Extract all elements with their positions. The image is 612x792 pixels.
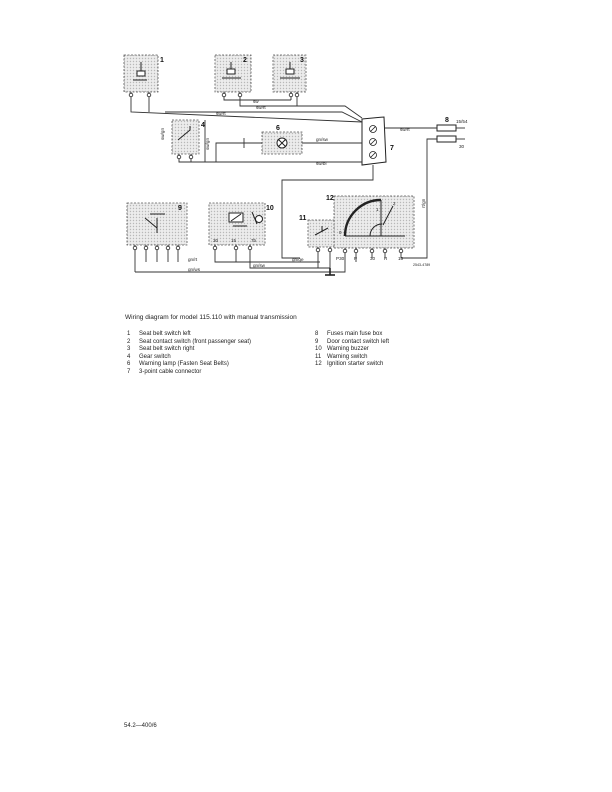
- legend-item: [315, 346, 389, 354]
- legend-num: 12: [315, 361, 322, 368]
- wire-label-sw-gn-mid: sw/gn: [205, 137, 210, 150]
- wire-label-sw-bl: sw/bl: [316, 161, 327, 166]
- label-component-10: 10: [266, 205, 274, 212]
- terminal-12-1: 1: [376, 207, 379, 212]
- wire-label-gn-ge: gn/ge: [292, 257, 304, 262]
- legend-text: Ignition starter switch: [327, 361, 384, 368]
- label-component-3: 3: [300, 57, 304, 64]
- legend-text: Seat belt switch left: [139, 331, 191, 337]
- legend-item: [127, 339, 251, 347]
- diagram-caption: Wiring diagram for model 115.110 with manual transmission: [125, 314, 297, 321]
- page-number: 54.2—400/6: [124, 723, 157, 729]
- terminal-12-r: R: [384, 256, 388, 261]
- legend-text: Warning buzzer: [327, 346, 369, 353]
- legend-text: Seat contact switch (front passenger seat): [139, 338, 252, 345]
- legend-item: [315, 339, 389, 347]
- wire-label-gn-sw: gn/sw: [316, 137, 329, 142]
- label-component-4: 4: [201, 122, 205, 129]
- legend-num: 7: [127, 368, 131, 375]
- fuse-label-top: 15/54: [456, 119, 468, 124]
- terminal-12-p30: P30: [336, 256, 345, 261]
- wire-label-sw-rt-mid: sw/rt: [216, 111, 226, 116]
- label-component-11: 11: [299, 215, 307, 222]
- ground-symbol: [325, 268, 335, 275]
- legend-text: Warning lamp (Fasten Seat Belts): [139, 361, 229, 368]
- terminal-12-30: 30: [370, 256, 376, 261]
- legend-item: [127, 346, 251, 354]
- label-component-7: 7: [390, 145, 394, 152]
- wire-label-sw-gn-left: sw/gn: [160, 127, 165, 140]
- label-component-8: 8: [445, 117, 449, 124]
- legend-text: Seat belt switch right: [139, 346, 195, 353]
- legend-right: [315, 331, 389, 369]
- legend-item: [315, 354, 389, 362]
- terminal-10-15: 15: [231, 238, 237, 243]
- legend-item: [315, 331, 389, 339]
- legend-num: 2: [127, 338, 131, 345]
- legend-num: 4: [127, 353, 131, 360]
- legend-text: Warning switch: [327, 353, 368, 360]
- legend-text: Fuses main fuse box: [327, 331, 383, 337]
- legend-text: Gear switch: [139, 353, 171, 360]
- label-component-6: 6: [276, 125, 280, 132]
- terminal-12-0: 0: [339, 230, 342, 235]
- terminal-10-30: 30: [213, 238, 219, 243]
- legend-item: [127, 369, 251, 377]
- wire-label-gn-ws: gn/ws: [188, 267, 201, 272]
- label-component-1: 1: [160, 57, 164, 64]
- wire-label-gn-sw-bottom: gn/sw: [253, 263, 266, 268]
- legend-num: 9: [315, 338, 319, 345]
- legend-text: Door contact switch left: [327, 338, 390, 345]
- fuse-label-bottom: 30: [459, 144, 465, 149]
- legend-num: 1: [127, 331, 131, 337]
- legend-num: 8: [315, 331, 319, 337]
- legend-num: 10: [315, 346, 322, 353]
- terminal-12-15: 15: [398, 256, 404, 261]
- label-component-2: 2: [243, 57, 247, 64]
- legend-item: [127, 361, 251, 369]
- legend-num: 11: [315, 353, 322, 360]
- terminal-12-2: 2: [393, 201, 396, 206]
- legend-item: [127, 331, 251, 339]
- label-component-12: 12: [326, 195, 334, 202]
- label-component-9: 9: [178, 205, 182, 212]
- wire-label-gn-rt: gn/rt: [188, 257, 198, 262]
- legend-item: [127, 354, 251, 362]
- wire-label-sw-rt-right: sw/rt: [400, 127, 410, 132]
- legend-num: 6: [127, 361, 131, 368]
- fuses-8: [437, 125, 456, 142]
- wire-label-rt-gn: rt/gn: [421, 198, 426, 208]
- terminal-12-p: P: [354, 256, 358, 261]
- wire-label-sw: sw: [253, 99, 259, 104]
- wire-label-sw-rt-top: sw/rt: [256, 105, 266, 110]
- legend-left: [127, 331, 251, 377]
- component-11-box: [308, 220, 336, 247]
- component-12-box: [334, 196, 414, 248]
- legend-num: 3: [127, 346, 131, 353]
- legend-text: 3-point cable connector: [139, 368, 202, 375]
- reference-code: 2543-4789: [413, 263, 431, 267]
- terminal-10-7b: 7b: [251, 238, 257, 243]
- component-4-box: [172, 120, 199, 154]
- legend-item: [315, 361, 389, 369]
